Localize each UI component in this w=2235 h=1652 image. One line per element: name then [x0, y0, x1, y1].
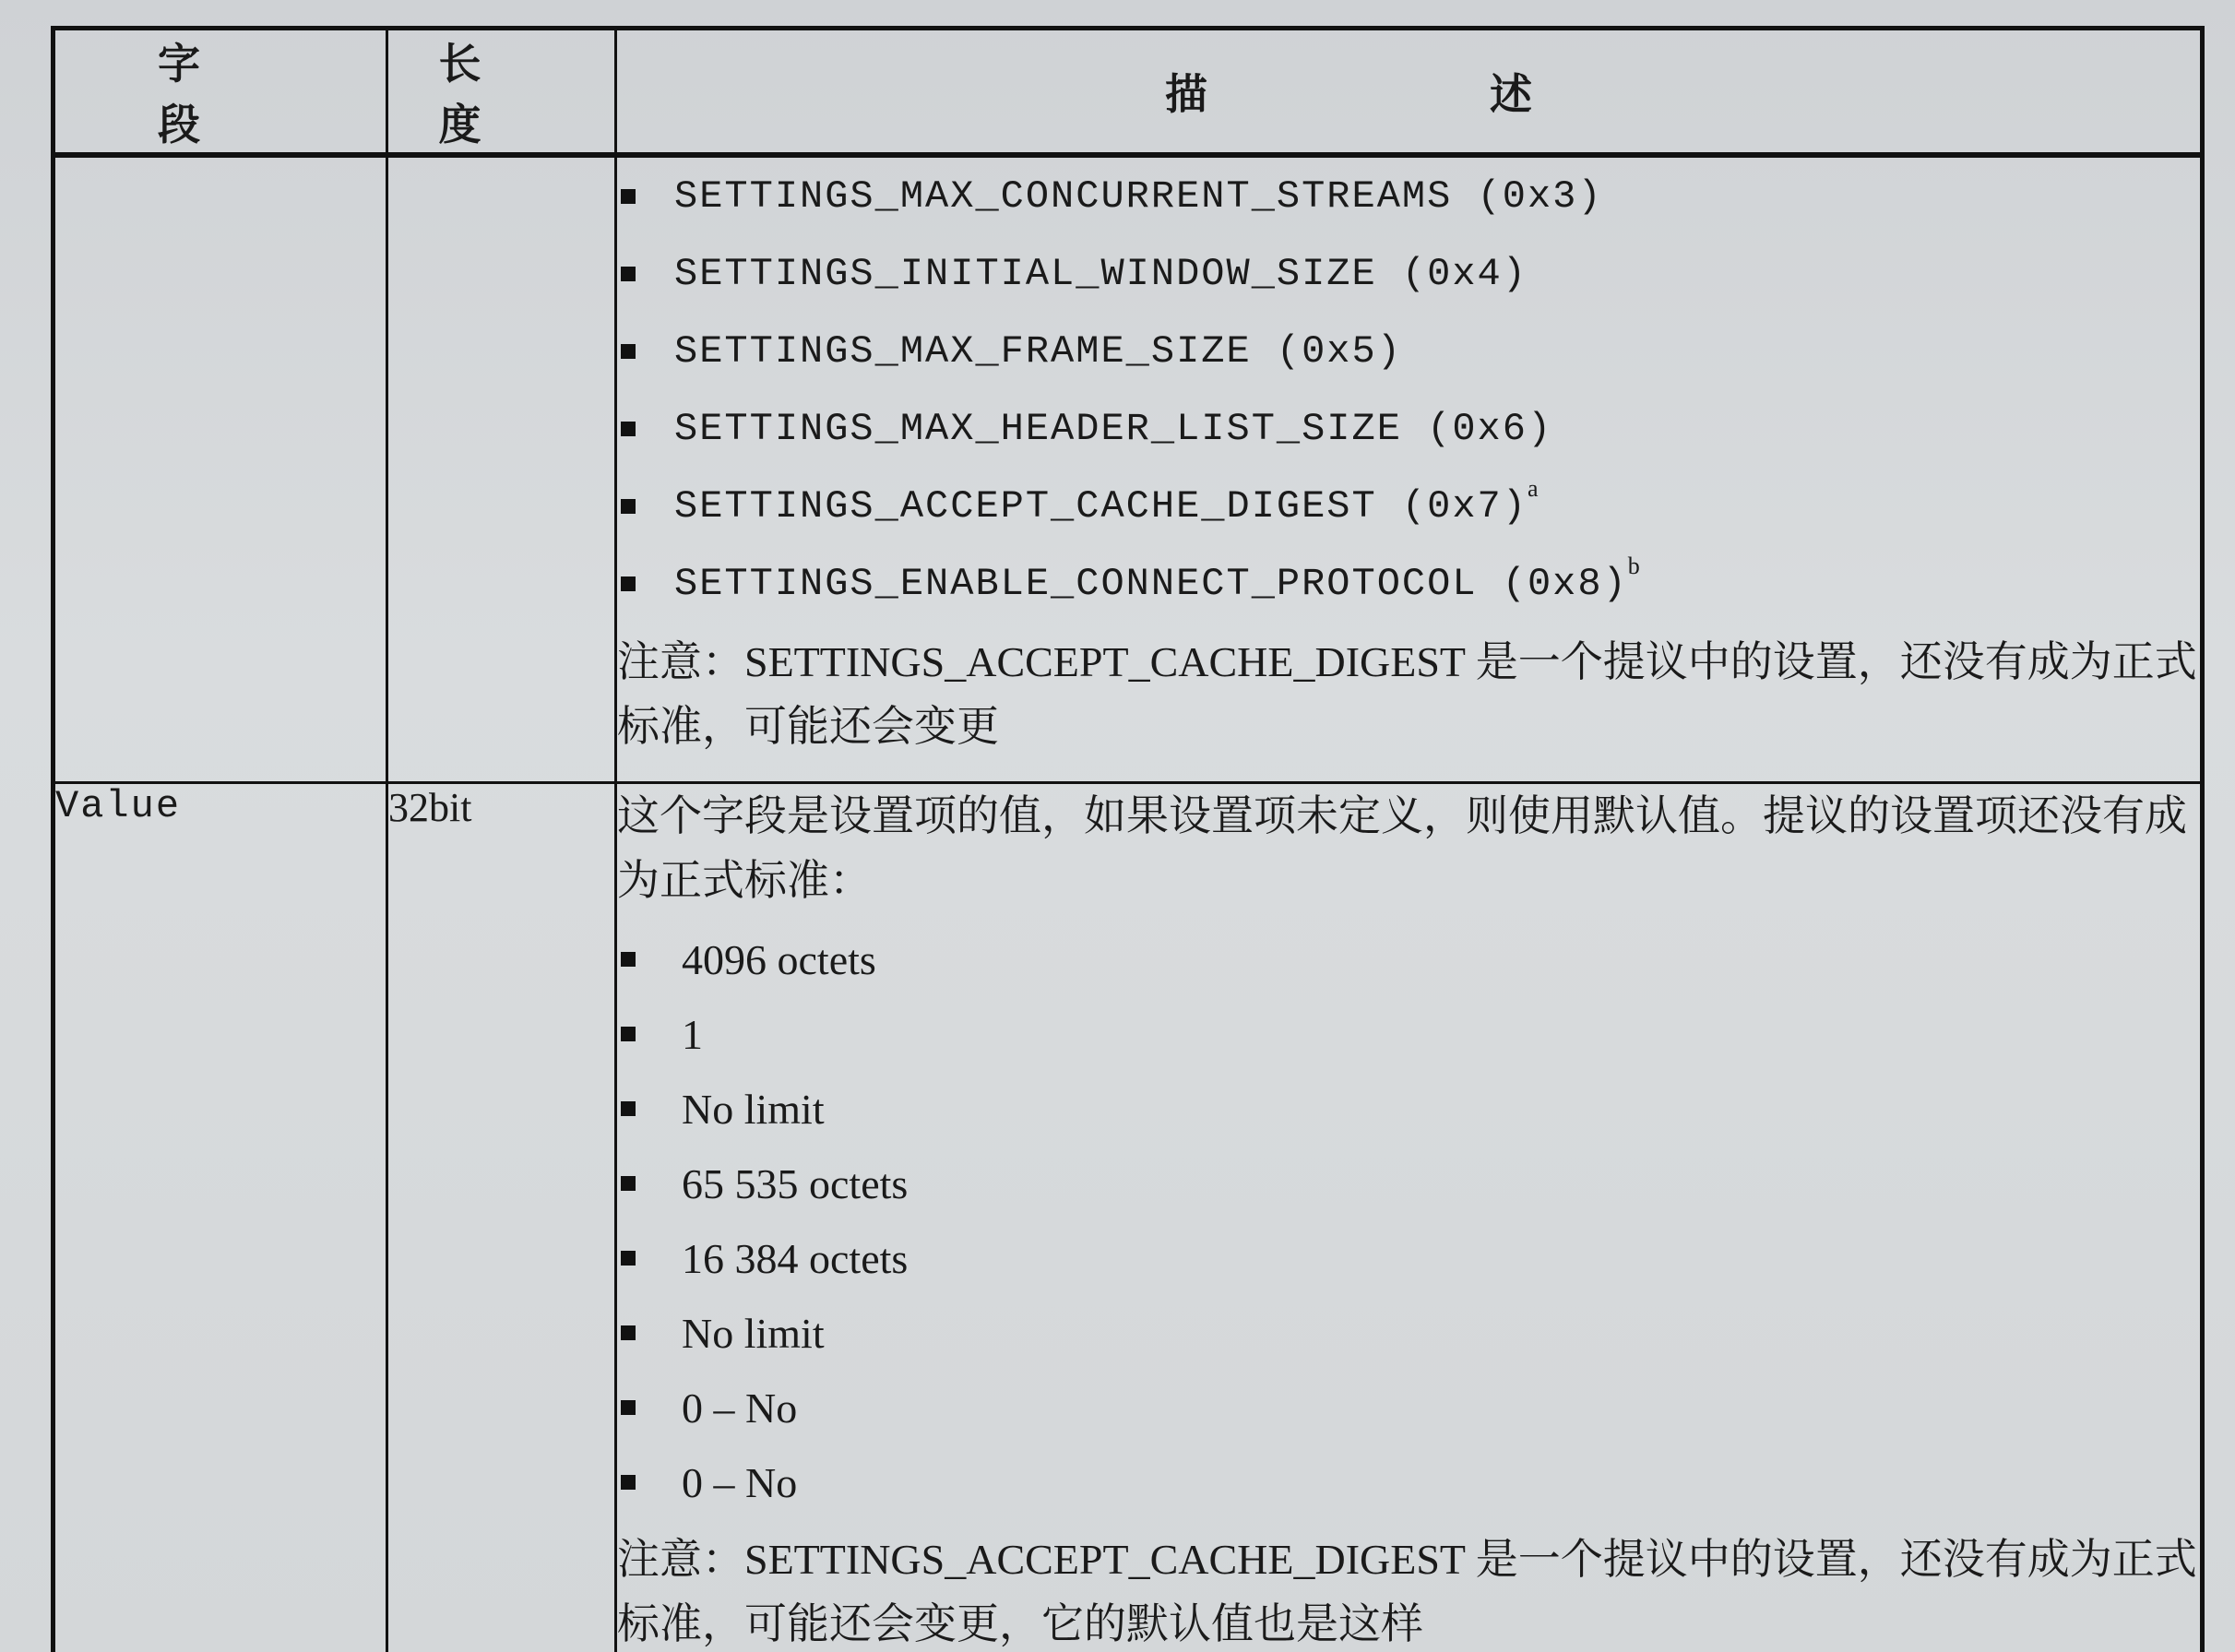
row2-length: 32bit: [387, 782, 616, 1652]
bullet-icon: [621, 1027, 636, 1041]
code-item: SETTINGS_INITIAL_WINDOW_SIZE (0x4): [617, 235, 2200, 313]
value-item: 16 384 octets: [617, 1221, 2200, 1296]
bullet-icon: [621, 344, 636, 359]
value-item: No limit: [617, 1296, 2200, 1371]
footnote-marker: a: [1527, 475, 1539, 502]
row2-description: [616, 782, 2203, 1652]
bullet-icon: [621, 1176, 636, 1191]
row1-description: [616, 155, 2203, 782]
header-description: 描 述: [616, 29, 2203, 156]
value-item: 65 535 octets: [617, 1147, 2200, 1221]
footnote-marker: b: [1627, 553, 1640, 579]
bullet-icon: [621, 189, 636, 204]
bullet-icon: [621, 267, 636, 281]
row1-note: 注意：SETTINGS_ACCEPT_CACHE_DIGEST 是一个提议中的设置，还没有成为正式标准，可能还会变更: [617, 638, 2197, 750]
row1-field: [53, 155, 387, 782]
default-value-list: [617, 922, 2200, 1520]
bullet-icon: [621, 1251, 636, 1266]
value-item: 1: [617, 997, 2200, 1072]
value-item: 4096 octets: [617, 922, 2200, 997]
bullet-icon: [621, 1101, 636, 1116]
bullet-icon: [621, 1325, 636, 1340]
bullet-icon: [621, 499, 636, 514]
value-item: 0 – No: [617, 1445, 2200, 1520]
value-item: 0 – No: [617, 1371, 2200, 1445]
row2-intro: 这个字段是设置项的值，如果设置项未定义，则使用默认值。提议的设置项还没有成为正式标准：: [617, 791, 2187, 904]
row2-field: Value: [53, 782, 387, 1652]
bullet-icon: [621, 576, 636, 591]
table-header-row: [53, 29, 2203, 156]
code-item: SETTINGS_ENABLE_CONNECT_PROTOCOL $(0x8)^b$: [617, 545, 2200, 623]
code-item: SETTINGS_MAX_FRAME_SIZE (0x5): [617, 313, 2200, 390]
row2-note: 注意：SETTINGS_ACCEPT_CACHE_DIGEST 是一个提议中的设置，还没有成为正式标准，可能还会变更，它的默认值也是这样: [617, 1535, 2197, 1647]
settings-table: [51, 26, 2205, 1652]
settings-code-list: [617, 158, 2200, 623]
bullet-icon: [621, 422, 636, 436]
code-item: SETTINGS_MAX_HEADER_LIST_SIZE (0x6): [617, 390, 2200, 468]
bullet-icon: [621, 952, 636, 967]
code-item: SETTINGS_MAX_CONCURRENT_STREAMS (0x3): [617, 158, 2200, 235]
value-item: No limit: [617, 1072, 2200, 1147]
table-row-value: [53, 782, 2203, 1652]
bullet-icon: [621, 1400, 636, 1415]
code-item: SETTINGS_ACCEPT_CACHE_DIGEST $(0x7)^a$: [617, 468, 2200, 545]
bullet-icon: [621, 1475, 636, 1490]
table-row-identifier: [53, 155, 2203, 782]
row1-length: [387, 155, 616, 782]
header-field: 字 段: [53, 29, 387, 156]
header-length: 长 度: [387, 29, 616, 156]
